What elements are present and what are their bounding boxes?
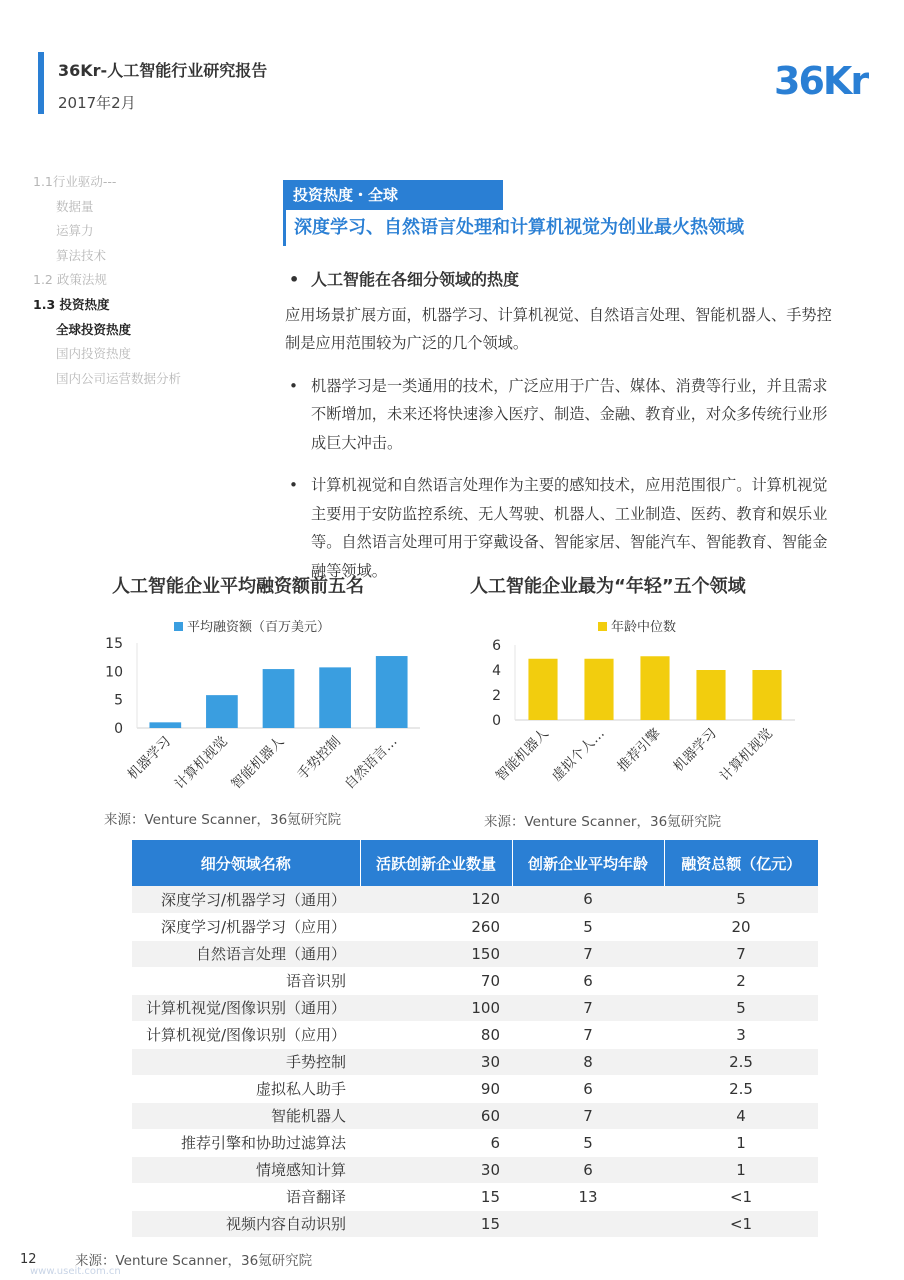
chart-bar [149, 722, 181, 728]
chart-title-funding: 人工智能企业平均融资额前五名 [112, 576, 364, 597]
table-cell: 6 [512, 886, 664, 913]
toc-item[interactable]: 1.3 投资热度 [33, 296, 110, 312]
table-row [132, 967, 818, 994]
table-of-contents [33, 170, 181, 391]
table-cell: 15 [360, 1210, 512, 1237]
chart-bar [528, 659, 557, 720]
chart-bar [584, 659, 613, 720]
toc-item[interactable]: 1.2 政策法规 [33, 272, 107, 288]
toc-item[interactable]: 国内公司运营数据分析 [56, 370, 182, 386]
y-tick-label: 0 [492, 713, 501, 729]
table-header-cell: 活跃创新企业数量 [360, 840, 512, 886]
x-tick-label: 计算机视觉 [171, 733, 231, 793]
chart-bar [319, 667, 351, 728]
table-cell: 6 [512, 1156, 664, 1183]
table-cell: 7 [512, 994, 664, 1021]
legend-label: 平均融资额（百万美元） [187, 620, 331, 635]
header-accent-bar [38, 52, 44, 114]
table-cell: 推荐引擎和协助过滤算法 [132, 1129, 360, 1156]
table-cell: 60 [360, 1102, 512, 1129]
body-heading-text: 人工智能在各细分领域的热度 [311, 270, 520, 289]
x-tick-label: 智能机器人 [228, 733, 288, 793]
body-bullet-text: 机器学习是一类通用的技术，广泛应用于广告、媒体、消费等行业，并且需求不断增加，未来还将快速渗入医疗、制造、金融、教育业，对众多传统行业形成巨大冲击。 [311, 376, 828, 452]
table-cell: 2.5 [664, 1075, 818, 1102]
table-cell: 语音识别 [132, 967, 360, 994]
report-date: 2017年2月 [58, 94, 136, 112]
table-row [132, 940, 818, 967]
table-cell: 260 [360, 913, 512, 940]
chart-bar [263, 669, 295, 728]
table-cell: 100 [360, 994, 512, 1021]
table-header-cell: 融资总额（亿元） [664, 840, 818, 886]
segment-data-table [132, 840, 818, 1238]
table-header-cell: 创新企业平均年龄 [512, 840, 664, 886]
table-row [132, 1021, 818, 1048]
funding-bar-chart [100, 610, 430, 808]
table-cell: 2 [664, 967, 818, 994]
table-cell: 7 [512, 1102, 664, 1129]
page-number: 12 [20, 1252, 37, 1267]
chart-bar [376, 656, 408, 728]
body-intro: 应用场景扩展方面，机器学习、计算机视觉、自然语言处理、智能机器人、手势控制是应用范围较为广泛的几个领域。 [285, 305, 832, 352]
table-cell: 视频内容自动识别 [132, 1210, 360, 1237]
table-cell: 15 [360, 1183, 512, 1210]
table-row [132, 1129, 818, 1156]
y-tick-label: 15 [105, 636, 123, 652]
table-cell: 5 [664, 994, 818, 1021]
chart-legend [598, 619, 676, 635]
table-cell: 手势控制 [132, 1048, 360, 1075]
body-text [285, 266, 833, 591]
toc-item[interactable]: 算法技术 [56, 247, 107, 263]
body-bullet-text: 计算机视觉和自然语言处理作为主要的感知技术，应用范围很广。计算机视觉主要用于安防监控系统、无人驾驶、机器人、工业制造、医药、教育和娱乐业等。自然语言处理可用于穿戴设备、智能家居、智能汽车、智能教育、智能金融等领域。 [311, 476, 828, 580]
36kr-logo [772, 48, 872, 104]
x-tick-label: 推荐引擎 [614, 725, 664, 776]
body-bullet [285, 372, 833, 458]
table-row [132, 1102, 818, 1129]
table-cell: 2.5 [664, 1048, 818, 1075]
table-cell: 6 [360, 1129, 512, 1156]
table-cell: 智能机器人 [132, 1102, 360, 1129]
table-cell: <1 [664, 1183, 818, 1210]
36kr-logo-text: 36Kr [774, 59, 868, 103]
table-cell: 自然语言处理（通用） [132, 940, 360, 967]
legend-swatch [598, 622, 607, 631]
table-cell: 深度学习/机器学习（应用） [132, 913, 360, 940]
toc-item[interactable]: 数据量 [56, 198, 94, 214]
table-cell: 150 [360, 940, 512, 967]
chart-title-age: 人工智能企业最为“年轻”五个领域 [470, 576, 746, 597]
y-tick-label: 4 [492, 663, 501, 679]
watermark: www.useit.com.cn [30, 1266, 121, 1277]
toc-item[interactable]: 运算力 [56, 223, 94, 239]
table-row [132, 886, 818, 913]
table-cell: 情境感知计算 [132, 1156, 360, 1183]
table-row [132, 1210, 818, 1237]
chart-legend [174, 619, 330, 635]
bullet-dot: • [289, 376, 298, 395]
x-tick-label: 虚拟个人… [548, 725, 608, 785]
table-row [132, 1183, 818, 1210]
table-cell: <1 [664, 1210, 818, 1237]
x-tick-label: 机器学习 [124, 733, 175, 784]
table-cell: 7 [512, 1021, 664, 1048]
table-cell: 7 [512, 940, 664, 967]
table-cell: 虚拟私人助手 [132, 1075, 360, 1102]
x-tick-label: 计算机视觉 [716, 725, 776, 785]
table-cell: 3 [664, 1021, 818, 1048]
table-cell: 4 [664, 1102, 818, 1129]
table-cell: 8 [512, 1048, 664, 1075]
table-header-cell: 细分领域名称 [132, 840, 360, 886]
table-source: 来源：Venture Scanner，36氪研究院 [75, 1253, 313, 1269]
table-cell: 6 [512, 967, 664, 994]
y-tick-label: 6 [492, 638, 501, 654]
table-cell: 1 [664, 1129, 818, 1156]
table-cell: 7 [664, 940, 818, 967]
table-cell: 80 [360, 1021, 512, 1048]
report-title: 36Kr-人工智能行业研究报告 [58, 61, 268, 80]
x-tick-label: 手势控制 [294, 733, 344, 784]
toc-item[interactable]: 全球投资热度 [56, 321, 132, 337]
chart-bar [696, 670, 725, 720]
table-row [132, 1075, 818, 1102]
y-tick-label: 0 [114, 721, 123, 737]
table-cell: 1 [664, 1156, 818, 1183]
y-tick-label: 5 [114, 692, 123, 709]
table-cell: 90 [360, 1075, 512, 1102]
table-row [132, 913, 818, 940]
table-header-row [132, 840, 818, 886]
chart-bar [752, 670, 781, 720]
table-cell: 70 [360, 967, 512, 994]
chart-bar [640, 656, 669, 720]
chart-source-funding: 来源：Venture Scanner，36氪研究院 [104, 812, 342, 828]
body-heading [285, 266, 833, 295]
toc-item[interactable]: 国内投资热度 [56, 346, 132, 362]
table-cell: 13 [512, 1183, 664, 1210]
x-tick-label: 智能机器人 [492, 725, 552, 785]
table-cell: 6 [512, 1075, 664, 1102]
toc-item[interactable]: 1.1行业驱动--- [33, 174, 117, 189]
table-cell: 深度学习/机器学习（通用） [132, 886, 360, 913]
y-tick-label: 2 [492, 688, 501, 704]
table-cell: 语音翻译 [132, 1183, 360, 1210]
bullet-dot: • [289, 476, 298, 494]
age-bar-chart [470, 610, 800, 810]
body-bullet [285, 471, 833, 585]
table-row [132, 1048, 818, 1075]
x-tick-label: 机器学习 [670, 725, 720, 776]
section-title: 深度学习、自然语言处理和计算机视觉为创业最火热领域 [283, 210, 843, 246]
table-cell: 5 [512, 1129, 664, 1156]
bullet-dot: • [289, 270, 300, 289]
table-cell: 30 [360, 1048, 512, 1075]
table-cell [512, 1210, 664, 1237]
table-cell: 计算机视觉/图像识别（应用） [132, 1021, 360, 1048]
table-cell: 30 [360, 1156, 512, 1183]
table-cell: 120 [360, 886, 512, 913]
section-tag: 投资热度・全球 [283, 180, 503, 210]
table-cell: 20 [664, 913, 818, 940]
x-tick-label: 自然语言… [341, 733, 401, 793]
table-row [132, 994, 818, 1021]
legend-swatch [174, 622, 183, 631]
table-cell: 5 [664, 886, 818, 913]
table-cell: 计算机视觉/图像识别（通用） [132, 994, 360, 1021]
chart-source-age: 来源：Venture Scanner，36氪研究院 [484, 814, 722, 830]
table-row [132, 1156, 818, 1183]
y-tick-label: 10 [105, 664, 123, 681]
table-cell: 5 [512, 913, 664, 940]
chart-bar [206, 695, 238, 728]
legend-label: 年龄中位数 [611, 620, 677, 635]
